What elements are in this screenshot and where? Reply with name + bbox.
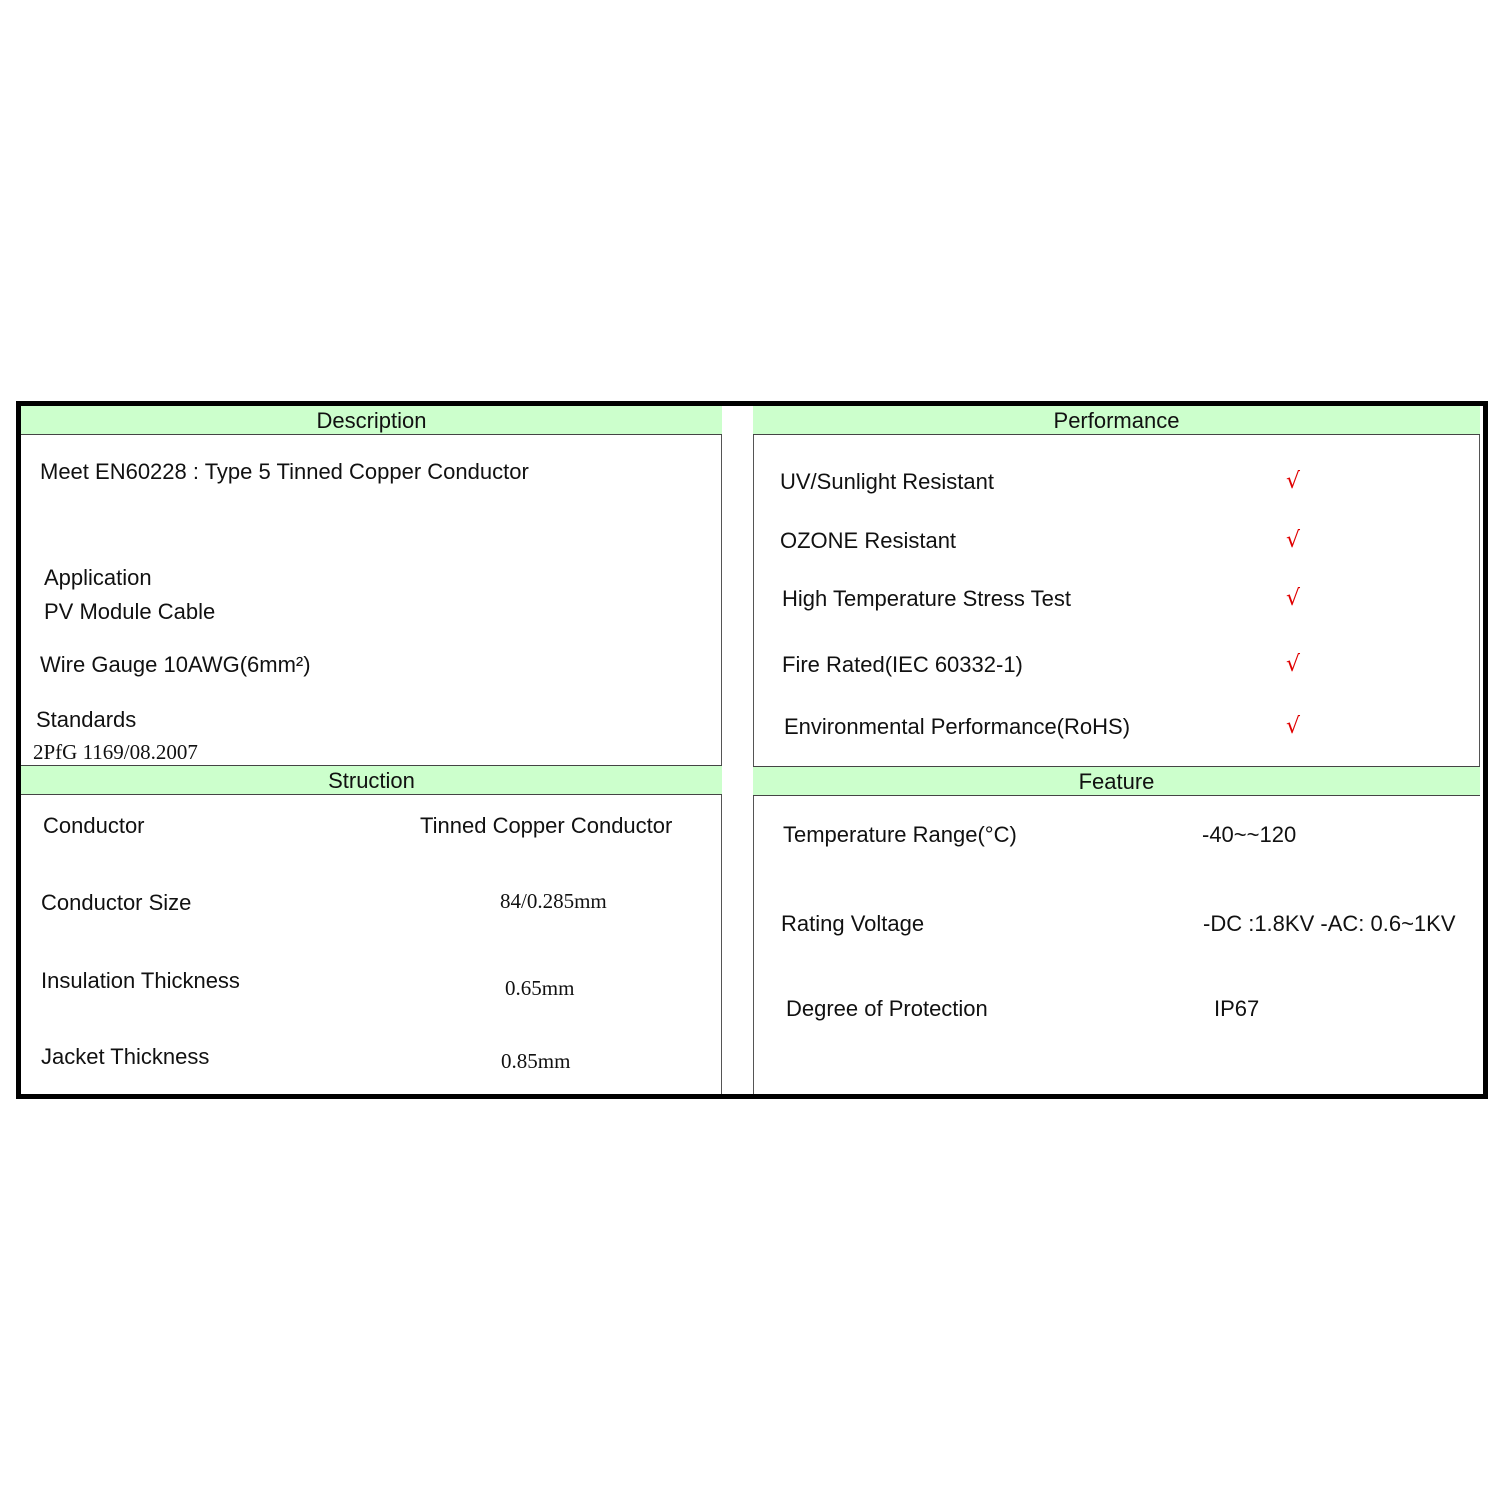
check-mark-icon: √ xyxy=(1286,652,1301,677)
feature-label-voltage: Rating Voltage xyxy=(781,911,925,936)
feature-header: Feature xyxy=(753,766,1480,796)
feature-value-temperature: -40~~120 xyxy=(1202,822,1297,847)
divider-left xyxy=(721,406,722,1094)
struction-label-conductor: Conductor xyxy=(43,813,145,838)
performance-item-ozone: OZONE Resistant xyxy=(780,528,957,553)
feature-label-temperature: Temperature Range(°C) xyxy=(783,822,1017,847)
check-mark-icon: √ xyxy=(1286,714,1301,739)
struction-value-insulation: 0.65mm xyxy=(505,976,575,1000)
struction-label-insulation: Insulation Thickness xyxy=(41,968,240,993)
feature-value-protection: IP67 xyxy=(1214,996,1260,1021)
struction-label-jacket: Jacket Thickness xyxy=(41,1044,210,1069)
description-meet: Meet EN60228 : Type 5 Tinned Copper Conductor xyxy=(40,459,529,484)
check-mark-icon: √ xyxy=(1286,528,1301,553)
struction-value-conductor: Tinned Copper Conductor xyxy=(420,813,673,838)
application-value: PV Module Cable xyxy=(44,599,216,624)
feature-label-protection: Degree of Protection xyxy=(786,996,988,1021)
application-label: Application xyxy=(44,565,152,590)
struction-label-conductor-size: Conductor Size xyxy=(41,890,192,915)
performance-item-fire: Fire Rated(IEC 60332-1) xyxy=(782,652,1023,677)
performance-item-high-temp: High Temperature Stress Test xyxy=(782,586,1071,611)
standards-value: 2PfG 1169/08.2007 xyxy=(33,740,198,764)
check-mark-icon: √ xyxy=(1286,586,1301,611)
wire-gauge: Wire Gauge 10AWG(6mm²) xyxy=(40,652,311,677)
struction-header: Struction xyxy=(21,765,722,795)
check-mark-icon: √ xyxy=(1286,469,1301,494)
standards-label: Standards xyxy=(36,707,137,732)
struction-value-conductor-size: 84/0.285mm xyxy=(500,889,607,913)
spec-sheet xyxy=(16,401,1488,1099)
divider-outer-right xyxy=(1479,406,1480,770)
divider-right xyxy=(753,406,754,1094)
performance-item-rohs: Environmental Performance(RoHS) xyxy=(784,714,1131,739)
feature-value-voltage: -DC :1.8KV -AC: 0.6~1KV xyxy=(1203,911,1456,936)
struction-value-jacket: 0.85mm xyxy=(501,1049,571,1073)
performance-header: Performance xyxy=(753,406,1480,435)
description-header: Description xyxy=(21,406,722,435)
performance-item-uv: UV/Sunlight Resistant xyxy=(780,469,994,494)
